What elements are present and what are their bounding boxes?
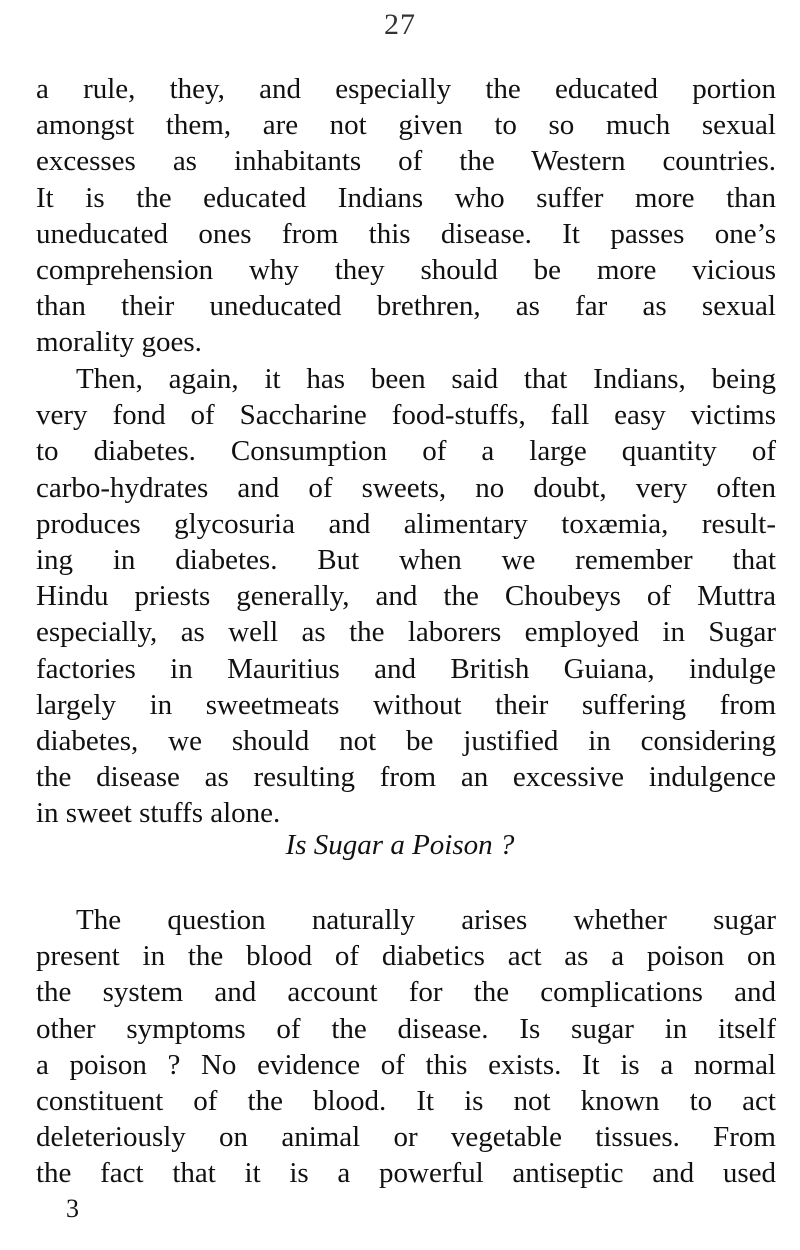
text-line: deleteriously on animal or vegetable tissues. From [36, 1121, 776, 1154]
paragraph-sugar-poison [36, 902, 776, 1192]
text-line: other symptoms of the disease. Is sugar in itself [36, 1012, 776, 1045]
page-number: 27 [384, 8, 416, 41]
text-line: the disease as resulting from an excessive indulgence [36, 761, 776, 794]
text-line: to diabetes. Consumption of a large quantity of [36, 435, 776, 468]
text-line: especially, as well as the laborers employed in Sugar [36, 616, 776, 649]
text-line: produces glycosuria and alimentary toxæmia, result- [36, 507, 776, 540]
text-line: diabetes, we should not be justified in considering [36, 724, 776, 757]
text-line: factories in Mauritius and British Guiana, indulge [36, 652, 776, 685]
text-line: carbo-hydrates and of sweets, no doubt, very often [36, 471, 776, 504]
text-line: than their uneducated brethren, as far as sexual [36, 290, 776, 323]
text-line: present in the blood of diabetics act as a poison on [36, 940, 776, 973]
signature-mark: 3 [66, 1194, 79, 1223]
text-line: the fact that it is a powerful antiseptic and used [36, 1157, 776, 1190]
text-line: the system and account for the complications and [36, 976, 776, 1009]
text-line: It is the educated Indians who suffer more than [36, 181, 776, 214]
text-line: ing in diabetes. But when we remember that [36, 543, 776, 576]
section-heading: Is Sugar a Poison ? [285, 829, 515, 861]
text-line: largely in sweetmeats without their suffering from [36, 688, 776, 721]
text-line: in sweet stuffs alone. [36, 797, 281, 830]
text-line: Then, again, it has been said that Indians, being [76, 363, 776, 395]
text-line: amongst them, are not given to so much sexual [36, 109, 776, 142]
text-line: comprehension why they should be more vicious [36, 253, 776, 286]
text-line: a poison ? No evidence of this exists. It is a normal [36, 1048, 776, 1081]
text-line: uneducated ones from this disease. It passes one’s [36, 217, 776, 250]
text-line: excesses as inhabitants of the Western countries. [36, 145, 776, 178]
text-line: The question naturally arises whether sugar [76, 904, 776, 936]
text-line: a rule, they, and especially the educated portion [36, 73, 776, 105]
text-line: Hindu priests generally, and the Choubeys of Muttra [36, 580, 776, 613]
paragraph-continuation [36, 71, 776, 361]
text-line: morality goes. [36, 326, 202, 359]
paragraph-saccharine [36, 361, 776, 831]
text-line: constituent of the blood. It is not known to act [36, 1084, 776, 1117]
text-line: very fond of Saccharine food-stuffs, fall easy victims [36, 399, 776, 432]
